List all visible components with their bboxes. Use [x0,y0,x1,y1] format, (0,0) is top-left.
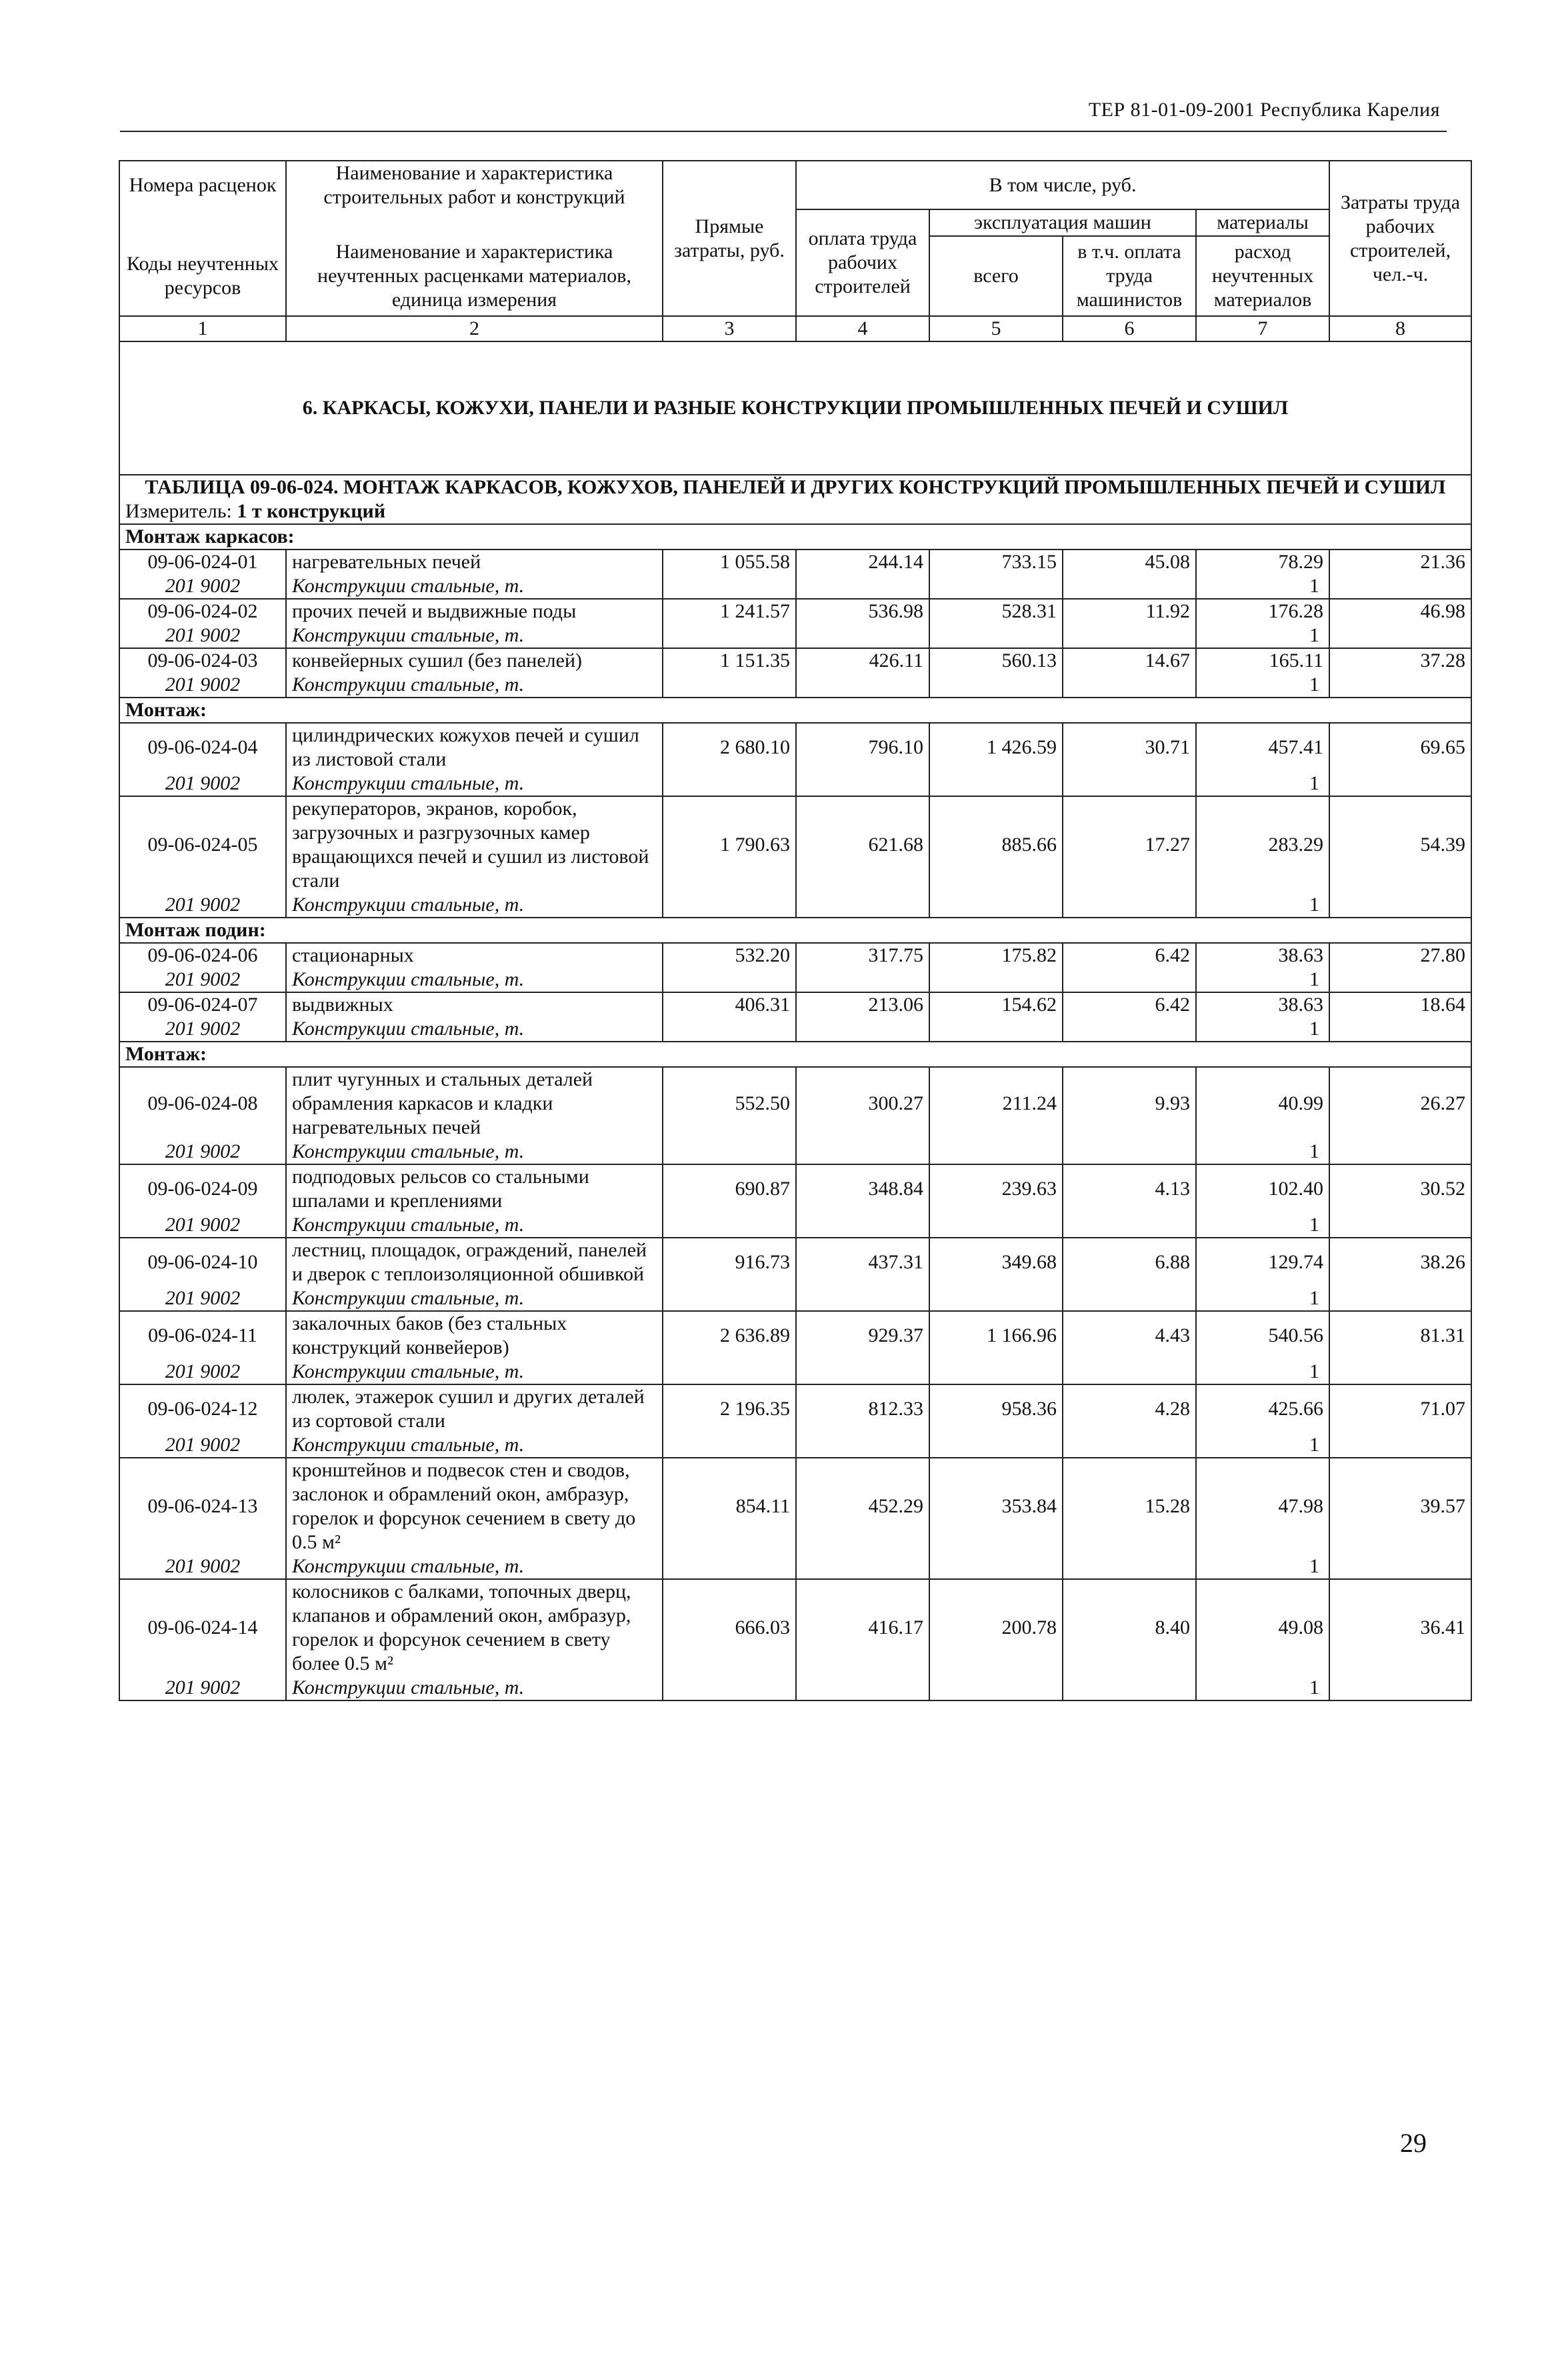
labor-hours: 18.64 [1329,992,1471,1017]
resource-row [119,673,1471,698]
col-number: 7 [1196,316,1329,341]
work-name: цилиндрических кожухов печей и сушил из листовой стали [286,723,663,772]
table-row [119,1311,1471,1360]
direct-cost: 666.03 [663,1579,796,1676]
group-title: Монтаж каркасов: [119,524,1471,549]
labor-cost: 796.10 [796,723,929,772]
labor-hours: 36.41 [1329,1579,1471,1676]
empty-cell [1063,1017,1196,1042]
machinist-cost: 6.42 [1063,992,1196,1017]
direct-cost: 2 196.35 [663,1384,796,1433]
direct-cost: 2 636.89 [663,1311,796,1360]
empty-cell [1063,574,1196,599]
rate-code: 09-06-024-14 [119,1579,286,1676]
table-row [119,943,1471,968]
work-name: закалочных баков (без стальных конструкций конвейеров) [286,1311,663,1360]
direct-cost: 552.50 [663,1067,796,1140]
table-row [119,1164,1471,1213]
measure-line [119,499,1471,524]
material-unit: 1 [1196,673,1329,698]
empty-cell [1063,1140,1196,1164]
machine-cost: 560.13 [929,648,1063,673]
empty-cell [663,772,796,796]
header-name-bottom: Наименование и характеристика неучтенных расценками материалов, единица измерения [286,236,663,316]
empty-cell [929,1286,1063,1311]
empty-cell [929,968,1063,992]
empty-cell [796,574,929,599]
group-title: Монтаж: [119,1042,1471,1067]
resource-code: 201 9002 [119,1140,286,1164]
material-name: Конструкции стальные, т. [286,1213,663,1238]
material-cost: 457.41 [1196,723,1329,772]
rate-code: 09-06-024-07 [119,992,286,1017]
work-name: нагревательных печей [286,549,663,574]
table-row [119,992,1471,1017]
empty-cell [663,1360,796,1384]
labor-cost: 213.06 [796,992,929,1017]
empty-cell [1329,1213,1471,1238]
table-row [119,648,1471,673]
rate-code: 09-06-024-06 [119,943,286,968]
material-unit: 1 [1196,1017,1329,1042]
table-title: ТАБЛИЦА 09-06-024. МОНТАЖ КАРКАСОВ, КОЖУХОВ, ПАНЕЛЕЙ И ДРУГИХ КОНСТРУКЦИЙ ПРОМЫШЛЕННЫХ ПЕЧЕЙ И СУШИЛ [119,475,1471,499]
material-cost: 49.08 [1196,1579,1329,1676]
material-unit: 1 [1196,574,1329,599]
empty-cell [1063,968,1196,992]
direct-cost: 854.11 [663,1458,796,1554]
machine-cost: 1 426.59 [929,723,1063,772]
empty-cell [1063,673,1196,698]
empty-cell [663,1017,796,1042]
direct-cost: 532.20 [663,943,796,968]
resource-code: 201 9002 [119,772,286,796]
labor-hours: 54.39 [1329,796,1471,893]
labor-cost: 244.14 [796,549,929,574]
work-name: выдвижных [286,992,663,1017]
header-in-total: В том числе, руб. [796,161,1329,209]
resource-row [119,772,1471,796]
col-number: 1 [119,316,286,341]
labor-hours: 69.65 [1329,723,1471,772]
empty-cell [1329,574,1471,599]
empty-cell [796,1286,929,1311]
machinist-cost: 4.43 [1063,1311,1196,1360]
machine-cost: 528.31 [929,599,1063,624]
col-number: 5 [929,316,1063,341]
work-name: люлек, этажерок сушил и других деталей из сортовой стали [286,1384,663,1433]
col-number: 4 [796,316,929,341]
rate-code: 09-06-024-01 [119,549,286,574]
material-unit: 1 [1196,1676,1329,1700]
material-unit: 1 [1196,624,1329,648]
material-unit: 1 [1196,1433,1329,1458]
table-row [119,723,1471,772]
rate-code: 09-06-024-04 [119,723,286,772]
material-cost: 38.63 [1196,992,1329,1017]
machine-cost: 211.24 [929,1067,1063,1140]
empty-cell [1063,1433,1196,1458]
material-name: Конструкции стальные, т. [286,574,663,599]
empty-cell [929,1360,1063,1384]
resource-row [119,574,1471,599]
empty-cell [1329,1433,1471,1458]
group-row [119,918,1471,943]
empty-cell [663,574,796,599]
machinist-cost: 14.67 [1063,648,1196,673]
machine-cost: 733.15 [929,549,1063,574]
work-name: плит чугунных и стальных деталей обрамления каркасов и кладки нагревательных печей [286,1067,663,1140]
machinist-cost: 6.88 [1063,1238,1196,1286]
empty-cell [663,1140,796,1164]
resource-code: 201 9002 [119,624,286,648]
resource-code: 201 9002 [119,1676,286,1700]
empty-cell [663,1676,796,1700]
labor-hours: 26.27 [1329,1067,1471,1140]
machinist-cost: 17.27 [1063,796,1196,893]
header-codes-top: Номера расценок [119,161,286,209]
empty-cell [929,624,1063,648]
labor-hours: 37.28 [1329,648,1471,673]
empty-cell [1063,1554,1196,1579]
direct-cost: 1 055.58 [663,549,796,574]
resource-code: 201 9002 [119,1286,286,1311]
material-unit: 1 [1196,968,1329,992]
empty-cell [929,893,1063,918]
work-name: рекуператоров, экранов, коробок, загрузочных и разгрузочных камер вращающихся печей и сушил из листовой стали [286,796,663,893]
rate-code: 09-06-024-05 [119,796,286,893]
material-name: Конструкции стальные, т. [286,893,663,918]
resource-code: 201 9002 [119,893,286,918]
resource-row [119,1140,1471,1164]
material-unit: 1 [1196,1140,1329,1164]
empty-cell [1329,1017,1471,1042]
empty-cell [929,1213,1063,1238]
labor-hours: 81.31 [1329,1311,1471,1360]
empty-cell [663,1213,796,1238]
material-name: Конструкции стальные, т. [286,772,663,796]
direct-cost: 1 790.63 [663,796,796,893]
labor-hours: 71.07 [1329,1384,1471,1433]
empty-cell [796,1213,929,1238]
group-row [119,1042,1471,1067]
empty-cell [929,1554,1063,1579]
resource-code: 201 9002 [119,1360,286,1384]
labor-hours: 39.57 [1329,1458,1471,1554]
col-number: 6 [1063,316,1196,341]
empty-cell [1063,893,1196,918]
labor-cost: 812.33 [796,1384,929,1433]
empty-cell [1063,1676,1196,1700]
resource-row [119,1433,1471,1458]
labor-cost: 300.27 [796,1067,929,1140]
empty-cell [929,673,1063,698]
material-cost: 129.74 [1196,1238,1329,1286]
material-unit: 1 [1196,893,1329,918]
empty-cell [796,772,929,796]
table-row [119,549,1471,574]
empty-cell [663,1554,796,1579]
material-cost: 176.28 [1196,599,1329,624]
machine-cost: 200.78 [929,1579,1063,1676]
header-machines-total: всего [929,236,1063,316]
table-row [119,1384,1471,1433]
empty-cell [1329,893,1471,918]
material-name: Конструкции стальные, т. [286,1433,663,1458]
empty-cell [663,968,796,992]
rate-code: 09-06-024-03 [119,648,286,673]
empty-cell [1329,1676,1471,1700]
empty-cell [1329,673,1471,698]
material-unit: 1 [1196,1213,1329,1238]
work-name: кронштейнов и подвесок стен и сводов, заслонок и обрамлений окон, амбразур, горелок и форсунок сечением в свету до 0.5 м² [286,1458,663,1554]
empty-cell [796,893,929,918]
resource-code: 201 9002 [119,1554,286,1579]
empty-cell [663,624,796,648]
header-materials: материалы [1196,209,1329,236]
empty-cell [796,673,929,698]
rate-code: 09-06-024-13 [119,1458,286,1554]
resource-code: 201 9002 [119,673,286,698]
material-cost: 102.40 [1196,1164,1329,1213]
table-row [119,1458,1471,1554]
labor-cost: 621.68 [796,796,929,893]
group-row [119,524,1471,549]
table-row [119,1067,1471,1140]
material-cost: 78.29 [1196,549,1329,574]
material-name: Конструкции стальные, т. [286,1676,663,1700]
resource-row [119,1360,1471,1384]
machinist-cost: 11.92 [1063,599,1196,624]
material-name: Конструкции стальные, т. [286,624,663,648]
table-row [119,796,1471,893]
header-name-top: Наименование и характеристика строительных работ и конструкций [286,161,663,209]
empty-cell [1329,1140,1471,1164]
labor-cost: 536.98 [796,599,929,624]
header-codes-bottom: Коды неучтенных ресурсов [119,236,286,316]
empty-cell [796,1433,929,1458]
material-cost: 40.99 [1196,1067,1329,1140]
machine-cost: 154.62 [929,992,1063,1017]
header-rule [120,131,1447,132]
header-labor-hours: Затраты труда рабочих строителей, чел.-ч. [1329,161,1471,316]
resource-code: 201 9002 [119,968,286,992]
table-row [119,1238,1471,1286]
labor-cost: 929.37 [796,1311,929,1360]
empty-cell [1329,1554,1471,1579]
empty-cell [1329,772,1471,796]
work-name: прочих печей и выдвижные поды [286,599,663,624]
empty-cell [1329,1286,1471,1311]
material-name: Конструкции стальные, т. [286,673,663,698]
machinist-cost: 9.93 [1063,1067,1196,1140]
resource-code: 201 9002 [119,1433,286,1458]
header-machinist-pay: в т.ч. оплата труда машинистов [1063,236,1196,316]
machinist-cost: 6.42 [1063,943,1196,968]
resource-row [119,1213,1471,1238]
resource-code: 201 9002 [119,1213,286,1238]
col-number: 2 [286,316,663,341]
material-name: Конструкции стальные, т. [286,1554,663,1579]
resource-row [119,968,1471,992]
group-row [119,698,1471,723]
labor-hours: 27.80 [1329,943,1471,968]
empty-cell [1329,1360,1471,1384]
labor-hours: 30.52 [1329,1164,1471,1213]
resource-code: 201 9002 [119,1017,286,1042]
material-name: Конструкции стальные, т. [286,1360,663,1384]
header-machines: эксплуатация машин [929,209,1196,236]
page-number: 29 [1400,2128,1427,2158]
group-title: Монтаж подин: [119,918,1471,943]
section-title: 6. КАРКАСЫ, КОЖУХИ, ПАНЕЛИ И РАЗНЫЕ КОНСТРУКЦИИ ПРОМЫШЛЕННЫХ ПЕЧЕЙ И СУШИЛ [119,341,1471,475]
empty-cell [929,1017,1063,1042]
header-material-use: расход неучтенных материалов [1196,236,1329,316]
machine-cost: 958.36 [929,1384,1063,1433]
header-direct-costs: Прямые затраты, руб. [663,161,796,316]
empty-cell [796,1140,929,1164]
material-cost: 540.56 [1196,1311,1329,1360]
resource-row [119,1017,1471,1042]
machine-cost: 353.84 [929,1458,1063,1554]
labor-cost: 437.31 [796,1238,929,1286]
machinist-cost: 15.28 [1063,1458,1196,1554]
material-name: Конструкции стальные, т. [286,1286,663,1311]
col-number: 3 [663,316,796,341]
machine-cost: 1 166.96 [929,1311,1063,1360]
empty-cell [929,1433,1063,1458]
col-number: 8 [1329,316,1471,341]
work-name: подподовых рельсов со стальными шпалами и креплениями [286,1164,663,1213]
work-name: конвейерных сушил (без панелей) [286,648,663,673]
empty-cell [663,1433,796,1458]
machine-cost: 239.63 [929,1164,1063,1213]
labor-hours: 21.36 [1329,549,1471,574]
empty-cell [1063,772,1196,796]
empty-cell [1063,1286,1196,1311]
rate-code: 09-06-024-09 [119,1164,286,1213]
material-name: Конструкции стальные, т. [286,1140,663,1164]
labor-cost: 416.17 [796,1579,929,1676]
empty-cell [663,673,796,698]
empty-cell [796,624,929,648]
empty-cell [796,1017,929,1042]
empty-cell [796,1676,929,1700]
resource-row [119,624,1471,648]
rate-code: 09-06-024-11 [119,1311,286,1360]
material-cost: 47.98 [1196,1458,1329,1554]
empty-cell [1329,968,1471,992]
machinist-cost: 4.13 [1063,1164,1196,1213]
rate-code: 09-06-024-10 [119,1238,286,1286]
resource-row [119,1554,1471,1579]
machine-cost: 885.66 [929,796,1063,893]
empty-cell [796,1360,929,1384]
empty-cell [1063,624,1196,648]
empty-cell [929,772,1063,796]
machinist-cost: 8.40 [1063,1579,1196,1676]
material-unit: 1 [1196,1554,1329,1579]
empty-cell [1063,1360,1196,1384]
labor-cost: 348.84 [796,1164,929,1213]
work-name: стационарных [286,943,663,968]
direct-cost: 1 151.35 [663,648,796,673]
machinist-cost: 45.08 [1063,549,1196,574]
resource-row [119,1286,1471,1311]
machine-cost: 349.68 [929,1238,1063,1286]
rate-code: 09-06-024-12 [119,1384,286,1433]
material-cost: 165.11 [1196,648,1329,673]
empty-cell [929,574,1063,599]
table-row [119,1579,1471,1676]
direct-cost: 2 680.10 [663,723,796,772]
labor-hours: 46.98 [1329,599,1471,624]
empty-cell [1063,1213,1196,1238]
labor-cost: 426.11 [796,648,929,673]
machine-cost: 175.82 [929,943,1063,968]
resource-row [119,1676,1471,1700]
empty-cell [796,1554,929,1579]
work-name: колосников с балками, топочных дверц, клапанов и обрамлений окон, амбразур, горелок и форсунок сечением в свету более 0.5 м² [286,1579,663,1676]
labor-hours: 38.26 [1329,1238,1471,1286]
header-worker-pay: оплата труда рабочих строителей [796,209,929,316]
machinist-cost: 30.71 [1063,723,1196,772]
empty-cell [929,1676,1063,1700]
material-name: Конструкции стальные, т. [286,1017,663,1042]
work-name: лестниц, площадок, ограждений, панелей и дверок с теплоизоляционной обшивкой [286,1238,663,1286]
empty-cell [1329,624,1471,648]
measure-value: 1 т конструкций [237,500,386,522]
empty-cell [663,893,796,918]
empty-cell [929,1140,1063,1164]
empty-cell [796,968,929,992]
material-unit: 1 [1196,1360,1329,1384]
material-cost: 283.29 [1196,796,1329,893]
machinist-cost: 4.28 [1063,1384,1196,1433]
measure-label: Измеритель: [125,500,232,522]
labor-cost: 317.75 [796,943,929,968]
material-unit: 1 [1196,772,1329,796]
material-cost: 38.63 [1196,943,1329,968]
direct-cost: 406.31 [663,992,796,1017]
resource-code: 201 9002 [119,574,286,599]
rate-code: 09-06-024-08 [119,1067,286,1140]
direct-cost: 690.87 [663,1164,796,1213]
empty-cell [663,1286,796,1311]
group-title: Монтаж: [119,698,1471,723]
material-cost: 425.66 [1196,1384,1329,1433]
running-head: ТЕР 81-01-09-2001 Республика Карелия [1088,99,1440,121]
material-unit: 1 [1196,1286,1329,1311]
material-name: Конструкции стальные, т. [286,968,663,992]
table-row [119,599,1471,624]
resource-row [119,893,1471,918]
direct-cost: 1 241.57 [663,599,796,624]
direct-cost: 916.73 [663,1238,796,1286]
rate-code: 09-06-024-02 [119,599,286,624]
price-table [119,160,1472,1701]
labor-cost: 452.29 [796,1458,929,1554]
